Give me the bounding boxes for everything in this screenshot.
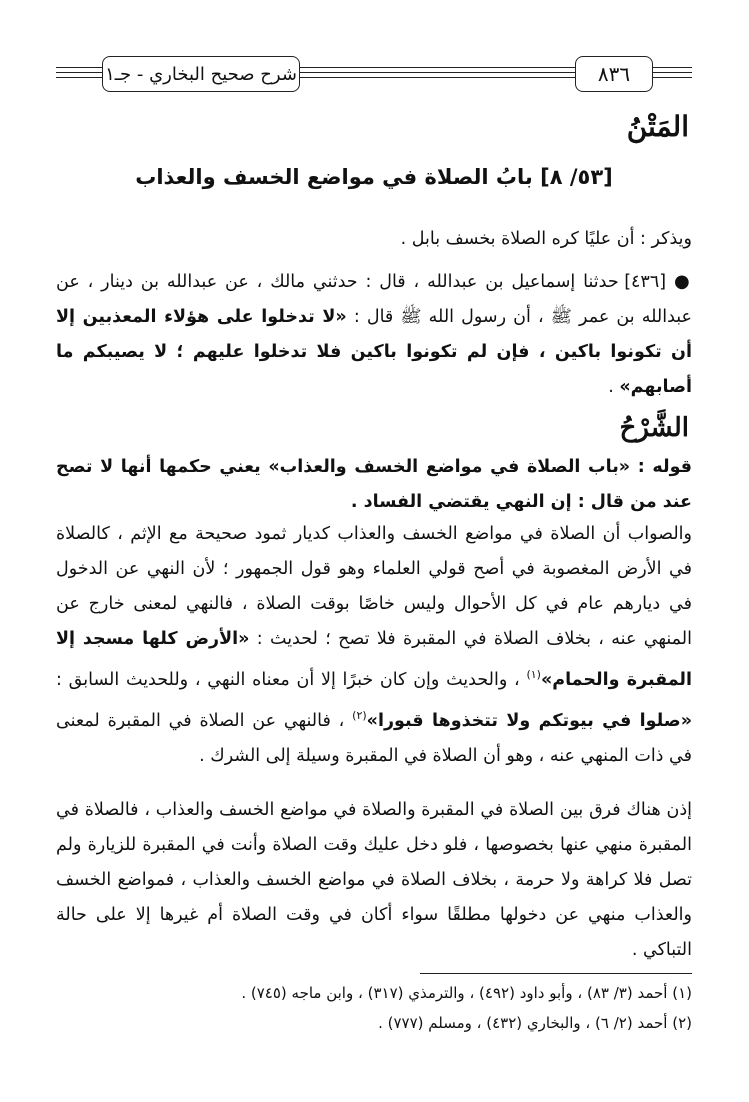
para2-part-c: ، والحديث وإن كان خبرًا إلا أن معناه النهي ، وللحديث السابق : [56,669,527,690]
qawluhu: قوله : [630,457,692,477]
footnote-1: (١) أحمد (٣/ ٨٣) ، وأبو داود (٤٩٢) ، والترمذي (٣١٧) ، وابن ماجه (٧٤٥) . [241,984,692,1002]
sharh-paragraph-2 [56,517,692,774]
footnote-ref-2[interactable]: (٢) [352,708,367,722]
running-title: شرح صحيح البخاري - جـ١ [102,56,300,92]
hadith-paragraph [56,264,692,405]
quoted-chapter: «باب الصلاة في مواضع الخسف والعذاب» [268,457,631,477]
hadith-quote-earth: «الأرض كلها مسجد إلا المقبرة والحمام» [56,629,693,690]
intro-text [56,222,692,257]
hadith-end: . [608,377,620,397]
bullet-icon: ● [673,271,692,292]
sharh-para1-rest: يعني حكمها أنها لا تصح عند من قال : إن النهي يقتضي الفساد . [56,457,692,512]
hadith-isnad: [٤٣٦] حدثنا إسماعيل بن عبدالله ، قال : حدثني مالك ، عن عبدالله بن دينار ، عن عبدالله بن عمر ﷺ ، أن رسول الله ﷺ قال : [56,272,692,327]
intro-line: ويذكر : أن عليًا كره الصلاة بخسف بابل . [400,229,692,249]
hadith-quote-houses: «صلوا في بيوتكم ولا تتخذوها قبورا» [366,710,692,731]
hadith-matn: «لا تدخلوا على هؤلاء المعذبين إلا أن تكونوا باكين ، فإن لم تكونوا باكين فلا تدخلوا عليهم ؛ لا يصيبكم ما أصابهم» [56,307,692,397]
sharh-paragraph-1-text [56,450,692,520]
sharh-paragraph-1 [56,450,692,520]
chapter-heading: [٥٣/ ٨] بابُ الصلاة في مواضع الخسف والعذاب [135,165,613,189]
sharh-paragraph-3 [56,793,692,968]
hadith-block [56,264,692,405]
matn-label: المَتْنُ [626,110,689,143]
page-number: ٨٣٦ [575,56,653,92]
footnote-ref-1[interactable]: (١) [526,668,541,681]
para2-part-a: والصواب أن الصلاة في مواضع الخسف والعذاب كديار ثمود صحيحة مع الإثم ، كالصلاة في الأرض المغصوبة في أصح قولي العلماء وهو قول الجمهور ؛ لأن النهي عن الدخول في ديارهم عام في كل الأحوال وليس خاصًا بوقت الصلاة ، فالنهي لمعنى خارج عن المنهي عنه ، بخلاف الصلاة في المقبرة فلا تصح ؛ لحديث : [56,524,692,649]
footnote-2: (٢) أحمد (٢/ ٦) ، والبخاري (٤٣٢) ، ومسلم (٧٧٧) . [378,1014,692,1032]
sharh-paragraph-3-text: إذن هناك فرق بين الصلاة في المقبرة والصلاة في مواضع الخسف والعذاب ، فالصلاة في المقبرة منهي عنها بخصوصها ، فلو دخل عليك وقت الصلاة وأنت في المقبرة للزيارة ولم تصل فلا كراهة ولا حرمة ، بخلاف الصلاة في مواضع الخسف والعذاب ، فمواضع الخسف والعذاب منهي عن دخولها مطلقًا سواء أكان في وقت الصلاة أم غيرها إلا على حالة التباكي . [56,800,692,960]
para2-part-e: ، فالنهي عن الصلاة في المقبرة لمعنى في ذات المنهي عنه ، وهو أن الصلاة في المقبرة وسيلة إلى الشرك . [56,710,692,766]
sharh-paragraph-2-text [56,517,692,774]
sharh-label: الشَّرْحُ [619,413,689,443]
footnote-separator [420,973,692,974]
